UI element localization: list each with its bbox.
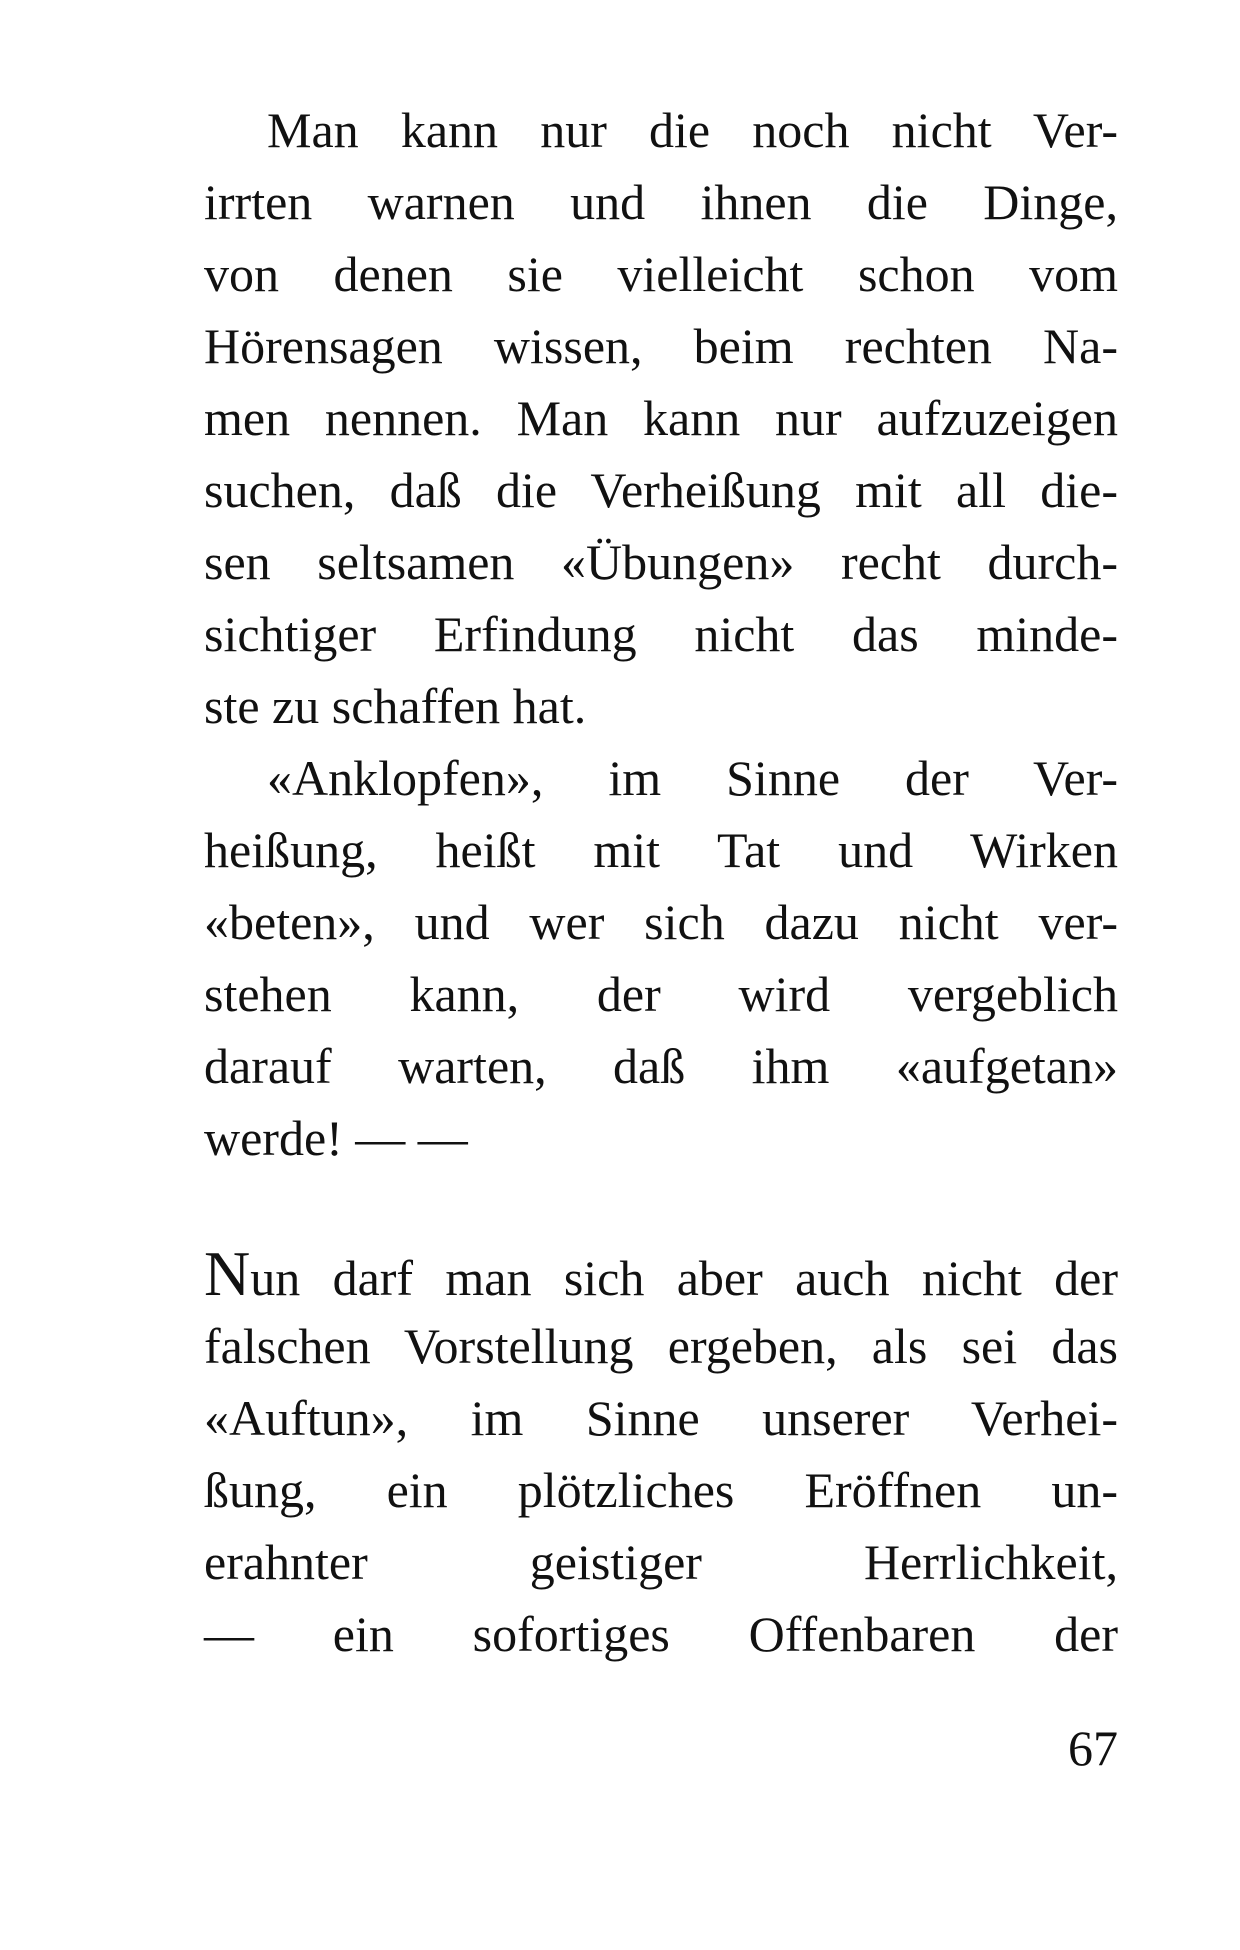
- text-line: falschen Vorstellung ergeben, als sei das: [204, 1318, 1118, 1374]
- text-line: irrten warnen und ihnen die Dinge,: [204, 174, 1118, 230]
- initial-letter: N: [204, 1238, 251, 1309]
- text-line-with-initial: [204, 1238, 1118, 1310]
- text-line: erahnter geistiger Herrlichkeit,: [204, 1534, 1118, 1590]
- text-line: suchen, daß die Verheißung mit all die-: [204, 462, 1118, 518]
- text-line: werde! — —: [204, 1110, 468, 1166]
- text-line: von denen sie vielleicht schon vom: [204, 246, 1118, 302]
- text-line: darauf warten, daß ihm «aufgetan»: [204, 1038, 1118, 1094]
- text-line: «beten», und wer sich dazu nicht ver-: [204, 894, 1118, 950]
- text-line: heißung, heißt mit Tat und Wirken: [204, 822, 1118, 878]
- text-line: stehen kann, der wird vergeblich: [204, 966, 1118, 1022]
- text-line: — ein sofortiges Offenbaren der: [204, 1606, 1118, 1662]
- text-line: men nennen. Man kann nur aufzuzeigen: [204, 390, 1118, 446]
- paragraph-3: [204, 1238, 1118, 1670]
- text-line: Man kann nur die noch nicht Ver-: [267, 102, 1118, 158]
- text-line: «Auftun», im Sinne unserer Verhei-: [204, 1390, 1118, 1446]
- text-line: ste zu schaffen hat.: [204, 678, 587, 734]
- paragraph-2: [204, 742, 1118, 1174]
- first-line-rest: un darf man sich aber auch nicht der: [250, 1250, 1118, 1306]
- text-line: Hörensagen wissen, beim rechten Na-: [204, 318, 1118, 374]
- text-line: ßung, ein plötzliches Eröffnen un-: [204, 1462, 1118, 1518]
- page-number: 67: [1068, 1720, 1118, 1776]
- paragraph-1: [204, 94, 1118, 742]
- text-line: sichtiger Erfindung nicht das minde-: [204, 606, 1118, 662]
- text-line: sen seltsamen «Übungen» recht durch-: [204, 534, 1118, 590]
- text-line: «Anklopfen», im Sinne der Ver-: [267, 750, 1118, 806]
